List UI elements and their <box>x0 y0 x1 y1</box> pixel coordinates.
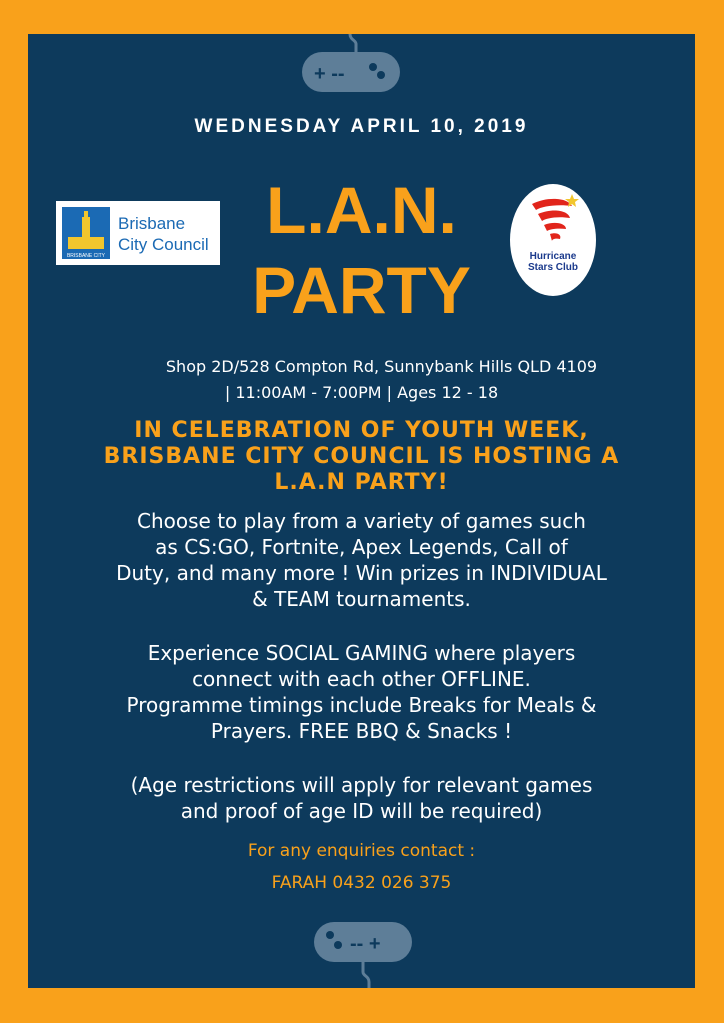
paragraph1-line: & TEAM tournaments. <box>252 587 471 611</box>
headline-line: L.A.N PARTY! <box>274 470 449 495</box>
address-line2: | 11:00AM - 7:00PM | Ages 12 - 18 <box>224 383 499 402</box>
paragraph3-line: (Age restrictions will apply for relevant games <box>130 773 593 797</box>
hurricane-stars-club-logo <box>510 184 596 296</box>
title-line2: PARTY <box>252 253 471 327</box>
poster <box>28 34 695 988</box>
hurricane-swirl-icon <box>528 194 580 250</box>
hsc-name <box>510 251 596 273</box>
paragraph2-line: Experience SOCIAL GAMING where players <box>147 641 576 665</box>
address-line1: Shop 2D/528 Compton Rd, Sunnybank Hills QLD 4109 <box>165 357 598 376</box>
paragraph2-line: connect with each other OFFLINE. <box>192 667 531 691</box>
svg-text:+ --: + -- <box>314 63 345 85</box>
title-line1: L.A.N. <box>266 173 457 247</box>
headline-line: BRISBANE CITY COUNCIL IS HOSTING A <box>103 444 620 469</box>
contact-detail: FARAH 0432 026 375 <box>271 873 452 893</box>
bcc-name-line1: Brisbane <box>118 214 186 233</box>
bcc-name-line2: City Council <box>118 235 209 254</box>
paragraph1-line: as CS:GO, Fortnite, Apex Legends, Call of <box>155 535 568 559</box>
paragraph2-line: Programme timings include Breaks for Meals & <box>126 693 597 717</box>
gamepad-icon <box>28 34 695 98</box>
contact-label: For any enquiries contact : <box>247 841 476 861</box>
hsc-name-line2: Stars Club <box>527 262 578 273</box>
paragraph3-line: and proof of age ID will be required) <box>180 799 543 823</box>
paragraph1-line: Choose to play from a variety of games such <box>137 509 586 533</box>
headline-line: IN CELEBRATION OF YOUTH WEEK, <box>134 418 589 443</box>
headline <box>48 418 675 496</box>
event-date: WEDNESDAY APRIL 10, 2019 <box>194 116 529 137</box>
paragraph2-line: Prayers. FREE BBQ & Snacks ! <box>210 719 513 743</box>
paragraph1-line: Duty, and many more ! Win prizes in INDIVIDUAL <box>116 561 607 585</box>
svg-text:-- +: -- + <box>350 933 381 955</box>
bcc-small-text: BRISBANE CITY <box>66 253 106 259</box>
hsc-name-line1: Hurricane <box>529 251 577 262</box>
gamepad-icon <box>28 914 695 988</box>
